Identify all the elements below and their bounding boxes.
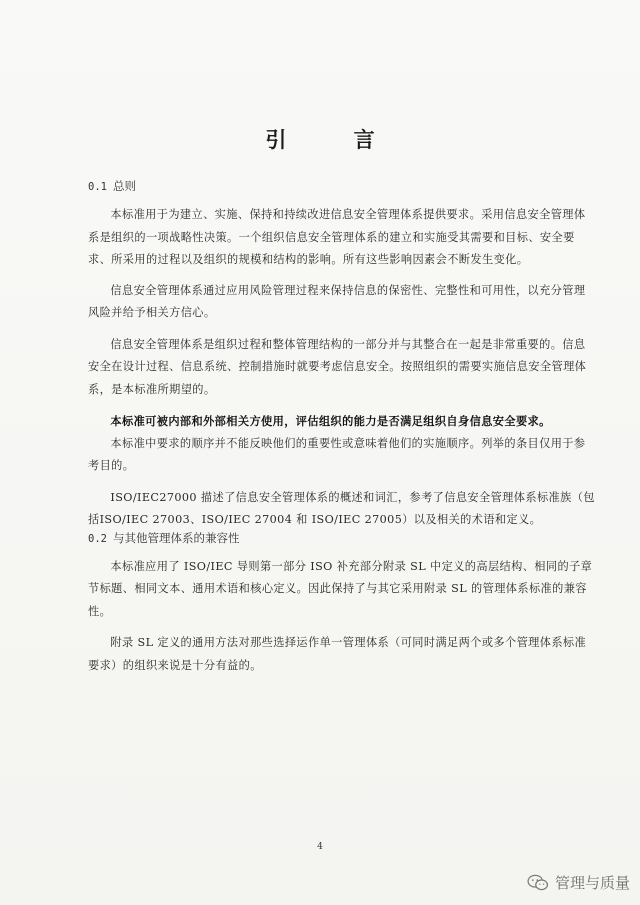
paragraph: 附录 SL 定义的通用方法对那些选择运作单一管理体系（可同时满足两个或多个管理体系标准要求）的组织来说是十分有益的。 xyxy=(88,636,587,672)
section-title: 总则 xyxy=(112,179,136,193)
watermark xyxy=(527,872,630,893)
paragraph: 本标准可被内部和外部相关方使用，评估组织的能力是否满足组织自身信息安全要求。 xyxy=(110,414,551,428)
paragraph: 本标准中要求的顺序并不能反映他们的重要性或意味着他们的实施顺序。列举的条目仅用于参考目的。 xyxy=(88,436,586,472)
document-body xyxy=(88,178,596,686)
paragraph: 信息安全管理体系是组织过程和整体管理结构的一部分并与其整合在一起是非常重要的。信息安全在设计过程、信息系统、控制措施时就要考虑信息安全。按照组织的需要实施信息安全管理体系，是本标准所期望的。 xyxy=(88,337,587,396)
paragraph: 本标准应用了 ISO/IEC 导则第一部分 ISO 补充部分附录 SL 中定义的高层结构、相同的子章节标题、相同文本、通用术语和核心定义。因此保持了与其它采用附录 SL 的管理体系标准的兼容性。 xyxy=(88,559,593,618)
section-number: 0.1 xyxy=(88,181,107,193)
section-heading-compatibility xyxy=(88,530,596,548)
section-heading-general xyxy=(88,178,596,196)
section-number: 0.2 xyxy=(88,532,107,545)
paragraph: 信息安全管理体系通过应用风险管理过程来保持信息的保密性、完整性和可用性，以充分管理风险并给予相关方信心。 xyxy=(88,283,586,319)
section-title: 与其他管理体系的兼容性 xyxy=(112,530,240,545)
page-number: 4 xyxy=(317,842,323,852)
page-title: 引 言 xyxy=(265,127,405,152)
paragraph: ISO/IEC27000 描述了信息安全管理体系的概述和词汇，参考了信息安全管理体系标准族（包括ISO/IEC 27003、ISO/IEC 27004 和 ISO/IEC 27005）以及相关的术语和定义。 xyxy=(88,490,595,526)
paragraph: 本标准用于为建立、实施、保持和持续改进信息安全管理体系提供要求。采用信息安全管理体系是组织的一项战略性决策。一个组织信息安全管理体系的建立和实施受其需要和目标、安全要求、所采用的过程以及组织的规模和结构的影响。所有这些影响因素会不断发生变化。 xyxy=(88,208,586,266)
wechat-icon xyxy=(527,874,549,892)
watermark-text: 管理与质量 xyxy=(554,874,630,892)
